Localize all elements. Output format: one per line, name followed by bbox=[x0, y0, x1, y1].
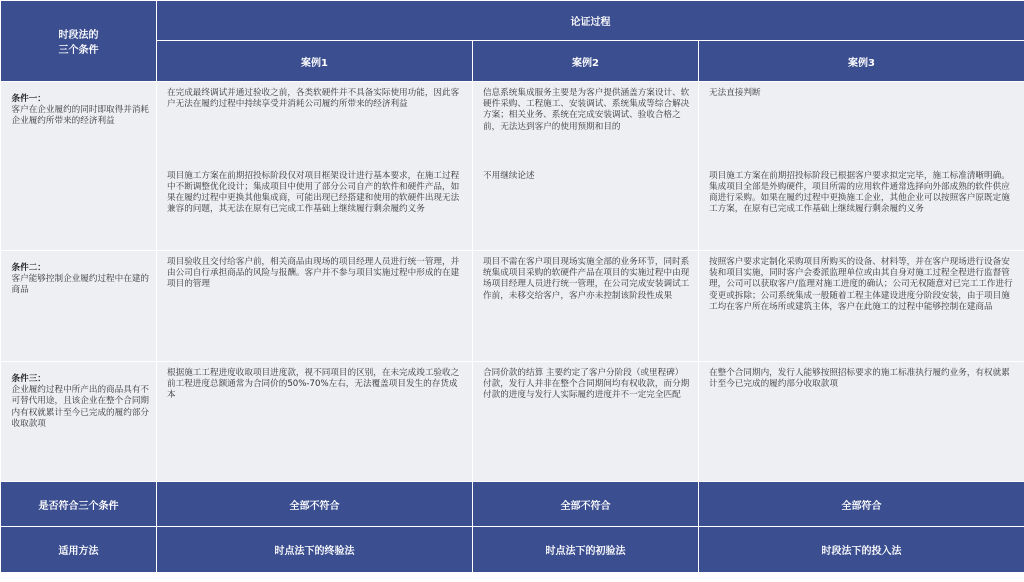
condition-2-case-3: 按照客户要求定制化采购项目所购买的设备、材料等，并在客户现场进行设备安装和项目实施，同时客户会委派监理单位或由其自身对施工过程全程进行监督管理，公司可以获取客户/监理对施工进度的确认；公司无权随意对已完工工作进行变更或拆除；公司系统集成一般随着工程主体建设进度分阶段安装，由于项目施工均在客户所在场所或建筑主体，客户在此施工的过程中能够控制在建商品 bbox=[699, 251, 1024, 362]
condition-2 bbox=[1, 251, 157, 362]
case-header-2: 案例2 bbox=[473, 41, 699, 82]
method-row bbox=[1, 527, 1024, 573]
condition-1-case-1-b: 项目施工方案在前期招投标阶段仅对项目框架设计进行基本要求，在施工过程中不断调整优化设计；集成项目中使用了部分公司自产的软件和硬件产品，如果在履约过程中更换其他集成商，可能出现已经搭建和使用的软硬件出现无法兼容的问题，其无法在原有已完成工作基础上继续履行剩余履约义务 bbox=[157, 165, 473, 251]
meets-conditions-row bbox=[1, 482, 1024, 527]
condition-3-description: 企业履约过程中所产出的商品具有不可替代用途，且该企业在整个合同期内有权就累计至今已完成的履约部分收取款项 bbox=[11, 385, 150, 429]
condition-1-case-2-b: 不用继续论述 bbox=[473, 165, 699, 251]
corner-label-line1: 时段法的 bbox=[58, 30, 99, 41]
meets-case-2: 全部不符合 bbox=[473, 482, 699, 527]
condition-2-case-1: 项目验收且交付给客户前，相关商品由现场的项目经理人员进行统一管理，并由公司自行承担商品的风险与报酬。客户并不参与项目实施过程中形成的在建项目的管理 bbox=[157, 251, 473, 362]
condition-1-case-1-a: 在完成最终调试并通过验收之前，各类软硬件并不具备实际使用功能，因此客户无法在履约过程中持续享受并消耗公司履约所带来的经济利益 bbox=[157, 82, 473, 165]
method-case-2: 时点法下的初验法 bbox=[473, 527, 699, 573]
condition-1-description: 客户在企业履约的同时即取得并消耗企业履约所带来的经济利益 bbox=[11, 105, 150, 127]
condition-1-title: 条件一： bbox=[11, 94, 46, 104]
condition-1-case-3-b: 项目施工方案在前期招投标阶段已根据客户要求拟定完毕，施工标准清晰明确。集成项目全部是外购硬件，项目所需的应用软件通常选择向外部成熟的软件供应商进行采购。如果在履约过程中更换施工企业，其他企业可以按照客户原既定施工方案，在原有已完成工作基础上继续履行剩余履约义务 bbox=[699, 165, 1024, 251]
condition-2-case-2: 项目不需在客户项目现场实施全部的业务环节，同时系统集成项目采购的软硬件产品在项目的实施过程中由现场项目经理人员进行统一管理，在公司完成安装调试工作前，未移交给客户，客户亦未控制该阶段性成果 bbox=[473, 251, 699, 362]
condition-2-row bbox=[1, 251, 1024, 362]
case-header-1: 案例1 bbox=[157, 41, 473, 82]
condition-2-title: 条件二： bbox=[11, 263, 46, 273]
case-header-3: 案例3 bbox=[699, 41, 1024, 82]
condition-3-case-2: 合同价款的结算 主要约定了客户分阶段（或里程碑）付款，发行人并非在整个合同期间均有权收款，而分期付款的进度与发行人实际履约进度并不一定完全匹配 bbox=[473, 362, 699, 482]
meets-conditions-label: 是否符合三个条件 bbox=[1, 482, 157, 527]
condition-3-case-3: 在整个合同期内，发行人能够按照招标要求的施工标准执行履约业务，有权就累计至今已完成的履约部分收取款项 bbox=[699, 362, 1024, 482]
condition-1 bbox=[1, 82, 157, 251]
condition-1-case-3-a: 无法直接判断 bbox=[699, 82, 1024, 165]
header-row-top bbox=[1, 1, 1024, 41]
condition-3-title: 条件三： bbox=[11, 374, 46, 384]
group-header: 论证过程 bbox=[157, 1, 1024, 41]
corner-label-line2: 三个条件 bbox=[58, 45, 99, 56]
meets-case-1: 全部不符合 bbox=[157, 482, 473, 527]
condition-1-case-2-a: 信息系统集成服务主要是为客户提供涵盖方案设计、软硬件采购、工程施工、安装调试、系统集成等综合解决方案；相关业务、系统在完成安装调试、验收合格之前，无法达到客户的使用预期和目的 bbox=[473, 82, 699, 165]
condition-3-case-1: 根据施工工程进度收取项目进度款，视不同项目的区别，在未完成竣工验收之前工程进度总额通常为合同价的50%-70%左右，无法覆盖项目发生的存货成本 bbox=[157, 362, 473, 482]
meets-case-3: 全部符合 bbox=[699, 482, 1024, 527]
condition-3-row bbox=[1, 362, 1024, 482]
condition-1-row-a bbox=[1, 82, 1024, 165]
method-label: 适用方法 bbox=[1, 527, 157, 573]
method-case-1: 时点法下的终验法 bbox=[157, 527, 473, 573]
method-case-3: 时段法下的投入法 bbox=[699, 527, 1024, 573]
condition-3 bbox=[1, 362, 157, 482]
condition-2-description: 客户能够控制企业履约过程中在建的商品 bbox=[11, 274, 150, 296]
corner-header bbox=[1, 1, 157, 82]
